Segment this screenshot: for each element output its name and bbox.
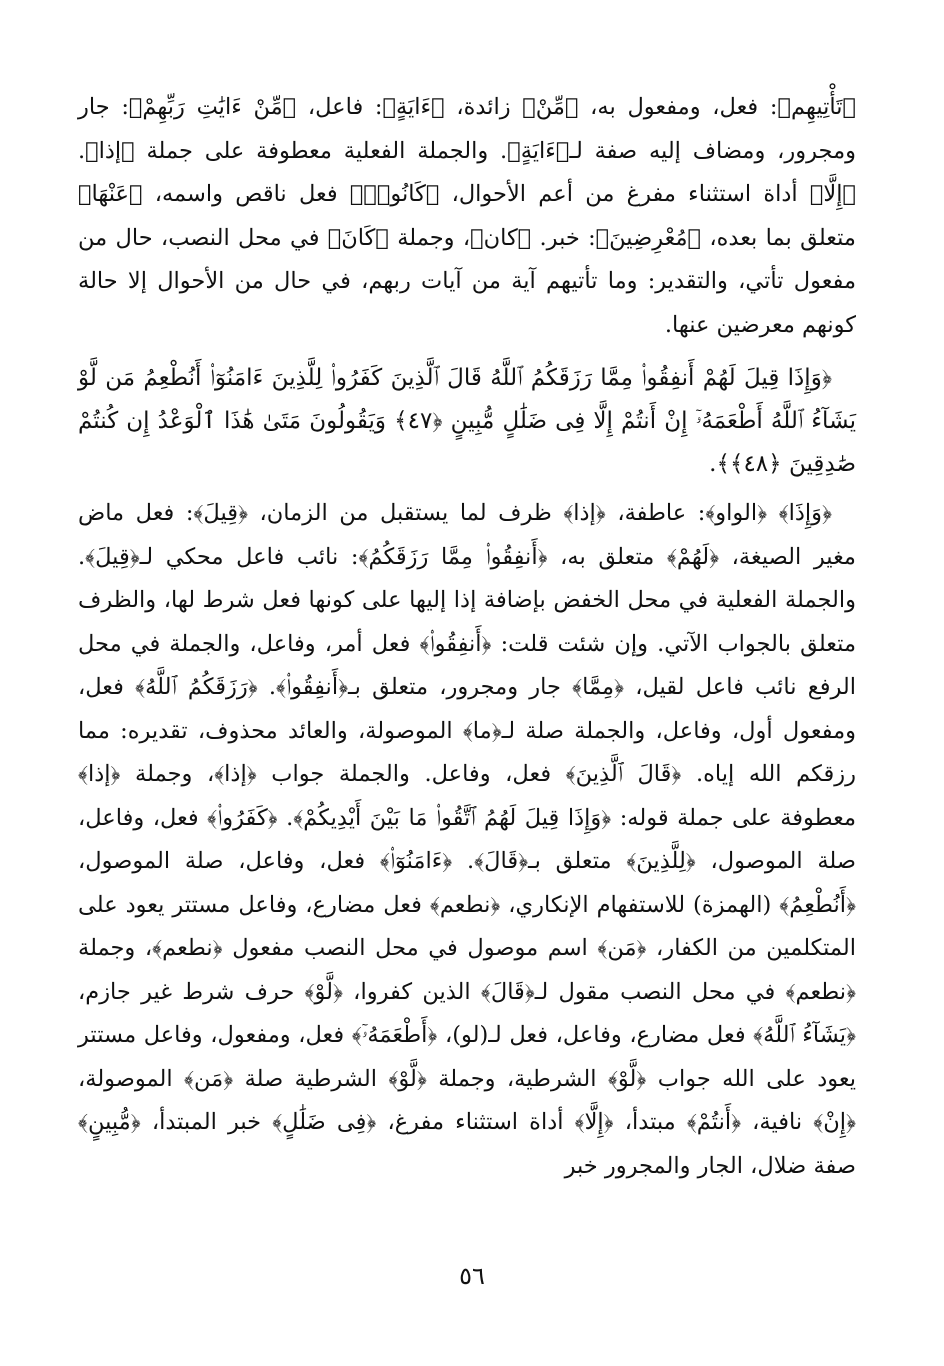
book-page (78, 86, 856, 1188)
quran-verse-block: ﴿وَإِذَا قِيلَ لَهُمْ أَنفِقُوا۟ مِمَّا رَزَقَكُمُ ٱللَّهُ قَالَ ٱلَّذِينَ كَفَرُوا۟ لِلَّذِينَ ءَامَنُوٓا۟ أَنُطْعِمُ مَن لَّوْ يَشَآءُ ٱللَّهُ أَطْعَمَهُۥٓ إِنْ أَنتُمْ إِلَّا فِى ضَلَٰلٍ مُّبِينٍ ﴿٤٧﴾ وَيَقُولُونَ مَتَىٰ هَٰذَا ٱلْوَعْدُ إِن كُنتُمْ صَٰدِقِينَ ﴿٤٨﴾﴾. (78, 365, 856, 477)
paragraph-grammar-analysis-1: ﴿تَأْتِيهِم﴾: فعل، ومفعول به، ﴿مِّنْ﴾ زائدة، ﴿ءَايَةٍ﴾: فاعل، ﴿مِّنْ ءَايَٰتِ رَبِّهِمْ﴾: جار ومجرور، ومضاف إليه صفة لـ﴿ءَايَةٍ﴾. والجملة الفعلية معطوفة على جملة ﴿إذا﴾. ﴿إِلَّا﴾ أداة استثناء مفرغ من أعم الأحوال، ﴿كَانُوا۟﴾ فعل ناقص واسمه، ﴿عَنْهَا﴾ متعلق بما بعده، ﴿مُعْرِضِينَ﴾: خبر. ﴿كان﴾، وجملة ﴿كَانَ﴾ في محل النصب، حال من مفعول تأتي، والتقدير: وما تأتيهم آية من آيات ربهم، في حال من الأحوال إلا حالة كونهم معرضين عنها. (78, 94, 856, 338)
page-number: ٥٦ (459, 1262, 485, 1290)
paragraph-grammar-analysis-2: ﴿وَإِذَا﴾ ﴿الواو﴾: عاطفة، ﴿إذا﴾ ظرف لما يستقبل من الزمان، ﴿قِيلَ﴾: فعل ماض مغير الصيغة، ﴿لَهُمْ﴾ متعلق به، ﴿أَنفِقُوا۟ مِمَّا رَزَقَكُمُ﴾: نائب فاعل محكي لـ﴿قِيلَ﴾. والجملة الفعلية في محل الخفض بإضافة إذا إليها على كونها فعل شرط لها، والظرف متعلق بالجواب الآتي. وإن شئت قلت: ﴿أَنفِقُوا۟﴾ فعل أمر، وفاعل، والجملة في محل الرفع نائب فاعل لقيل، ﴿مِمَّا﴾ جار ومجرور، متعلق بـ﴿أَنفِقُوا۟﴾. ﴿رَزَقَكُمُ ٱللَّهُ﴾ فعل، ومفعول أول، وفاعل، والجملة صلة لـ﴿ما﴾ الموصولة، والعائد محذوف، تقديره: مما رزقكم الله إياه. ﴿قَالَ ٱلَّذِينَ﴾ فعل، وفاعل. والجملة جواب ﴿إذا﴾، وجملة ﴿إذا﴾ معطوفة على جملة قوله: ﴿وَإِذَا قِيلَ لَهُمُ ٱتَّقُوا۟ مَا بَيْنَ أَيْدِيكُمْ﴾. ﴿كَفَرُوا۟﴾ فعل، وفاعل، صلة الموصول، ﴿لِلَّذِينَ﴾ متعلق بـ﴿قَالَ﴾. ﴿ءَامَنُوٓا۟﴾ فعل، وفاعل، صلة الموصول، ﴿أَنُطْعِمُ﴾ (الهمزة) للاستفهام الإنكاري، ﴿نطعم﴾ فعل مضارع، وفاعل مستتر يعود على المتكلمين من الكفار، ﴿مَن﴾ اسم موصول في محل النصب مفعول ﴿نطعم﴾، وجملة ﴿نطعم﴾ في محل النصب مقول لـ﴿قَالَ﴾ الذين كفروا، ﴿لَّوْ﴾ حرف شرط غير جازم، ﴿يَشَآءُ ٱللَّهُ﴾ فعل مضارع، وفاعل، فعل لـ(لو)، ﴿أَطْعَمَهُۥٓ﴾ فعل، ومفعول، وفاعل مستتر يعود على الله جواب ﴿لَّوْ﴾ الشرطية، وجملة ﴿لَّوْ﴾ الشرطية صلة ﴿مَن﴾ الموصولة، ﴿إِنْ﴾ نافية، ﴿أَنتُمْ﴾ مبتدأ، ﴿إِلَّا﴾ أداة استثناء مفرغ، ﴿فِى ضَلَٰلٍ﴾ خبر المبتدأ، ﴿مُّبِينٍ﴾ صفة ضلال، الجار والمجرور خبر (78, 500, 856, 1179)
